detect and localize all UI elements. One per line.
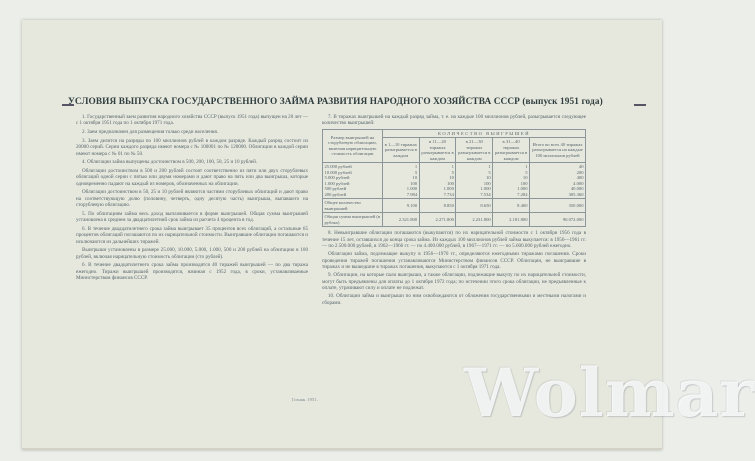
count-label: Общее количество выигрышей	[323, 199, 383, 213]
clause-7: 7. В тиражах выигрышей на каждый разряд займа, т. е. на каждые 100 миллионов рублей, разыгрывается следующее количество выигрышей:	[322, 114, 586, 127]
count-total: 8.850	[419, 199, 456, 213]
clause-4-bonds-50-25-10: Облигации достоинством в 50, 25 и 10 рублей являются частями сторублевых облигаций и дают право на соответствующую долю (половину, четверть, одну десятую часть) выигрыша, выпавшего на сторублевую облигацию.	[76, 189, 308, 209]
count-value: 5	[525, 169, 528, 175]
header-prize-size: Размер выигрышей на сторублевую облигацию, включая нарицательную стоимость облигации	[323, 129, 383, 163]
right-column	[322, 114, 586, 308]
clause-6-prize-sizes: Выигрыши установлены в размере 25.000, 10.000, 5.000, 1.000, 500 и 200 рублей на облигацию в 100 рублей, включая нарицательную стоимость облигации (сто рублей).	[76, 247, 308, 260]
sum-label: Общая сумма выигрышей (в рублях)	[323, 213, 383, 227]
header-total: Итого во всех 40 тиражах разыгрывается на каждые 100 миллионов рублей	[530, 138, 586, 163]
table-row	[323, 163, 586, 199]
header-draws-31-40: в 31—40 тиражах разыгрывается в каждом	[493, 138, 530, 163]
clause-8-redemption: Облигации займа, подлежащие выкупу в 1956—1970 гг., определяются ежегодными тиражами погашения. Сроки проведения тиражей погашения устанавливаются Министерством финансов СССР. Облигации, не выигравшие в тиражах и не вышедшие в тиражах погашения, выкупаются с 1 октября 1971 года.	[322, 251, 586, 270]
clause-4-bonds-500-200: Облигации достоинством в 500 и 200 рублей состоят соответственно из пяти или двух сторублевых облигаций одной серии с пятью или двумя номерами и дают право на пять или два выигрыша, которые одновременно падают на каждый из номеров, обозначенных на облигации.	[76, 167, 308, 187]
count-value: 4.000	[573, 180, 584, 186]
prize-amount: 1.000 рублей	[324, 180, 350, 186]
prize-amount: 200 рублей	[324, 191, 347, 197]
count-value: 5	[488, 169, 491, 175]
prize-amount: 500 рублей	[324, 186, 347, 192]
sum-total: 2.231.800	[456, 213, 493, 227]
header-prize-count: КОЛИЧЕСТВО ВЫИГРЫШЕЙ	[383, 129, 586, 138]
count-value: 1	[451, 164, 454, 170]
count-value: 305.360	[568, 191, 584, 197]
clause-6-draws: 6. В течение двадцатилетнего срока займа производятся 40 тиражей выигрышей — по два тиража ежегодно. Тиражи выигрышей производятся, начиная с 1952 года, в сроки, устанавливаемые Министерством финансов СССР.	[76, 262, 308, 282]
count-value: 10	[412, 175, 418, 181]
prize-amount: 5.000 рублей	[324, 175, 350, 181]
count-value: 40	[578, 164, 584, 170]
header-draws-1-10: в 1—10 тиражах разыгрывается в каждом	[383, 138, 420, 163]
count-value: 1.000	[480, 186, 491, 192]
count-total: 8.650	[456, 199, 493, 213]
watermark: Wolmar	[464, 354, 755, 432]
header-draws-21-30: в 21—30 тиражах разыгрывается в каждом	[456, 138, 493, 163]
count-total: 350.000	[530, 199, 586, 213]
count-value: 100	[483, 180, 491, 186]
count-value: 10	[486, 175, 491, 181]
sum-total: 2.321.800	[383, 213, 420, 227]
count-value: 7.734	[443, 191, 454, 197]
draws-1-10-cell	[383, 163, 420, 199]
prize-amount: 25.000 рублей	[324, 164, 352, 170]
count-value: 5	[451, 169, 454, 175]
document-title: УСЛОВИЯ ВЫПУСКА ГОСУДАРСТВЕННОГО ЗАЙМА РАЗВИТИЯ НАРОДНОГО ХОЗЯЙСТВА СССР (выпуск 1951 года)	[68, 97, 603, 107]
total-cell	[530, 163, 586, 199]
clause-5: 5. По облигациям займа весь доход выплачивается в форме выигрышей. Общая сумма выигрышей установлена в среднем за двадцатилетний срок займа из расчета 4 процента в год.	[76, 210, 308, 224]
count-value: 100	[447, 180, 454, 186]
count-value: 400	[576, 175, 584, 181]
header-draws-11-20: в 11—20 тиражах разыгрывается в каждом	[419, 138, 456, 163]
count-value: 1	[488, 164, 491, 170]
count-value: 7.284	[517, 191, 528, 197]
count-value: 1	[525, 164, 528, 170]
left-column	[76, 114, 308, 284]
printer-mark: Гознак. 1951.	[292, 397, 318, 402]
clause-2: 2. Заем предназначен для размещения только среди населения.	[82, 129, 219, 136]
count-value: 100	[520, 180, 528, 186]
count-total: 9.100	[383, 199, 420, 213]
count-value: 1.000	[406, 186, 418, 192]
clause-8: 8. Невыигравшие облигации погашаются (выкупаются) по их нарицательной стоимости с 1 октября 1956 года в течение 15 лет, оставшихся до конца срока займа. Из каждых 100 миллионов рублей займа выкупается: в 1956—1961 гг. — по 2.500.000 рублей, в 1962—1966 гг. — по 4.400.000 рублей, в 1967—1971 гг. — по 5.600.000 рублей ежегодно.	[322, 230, 586, 249]
count-total: 8.400	[493, 199, 530, 213]
prize-table	[322, 129, 586, 228]
clause-6: 6. В течение двадцатилетнего срока займа выигрывает 35 процентов всех облигаций, а остальные 65 процентов облигаций погашаются по их нарицательной стоимости. Выигравшие облигации погашаются и исключаются из дальнейших тиражей.	[76, 225, 308, 245]
clause-4: 4. Облигации займа выпущены достоинством в 500, 200, 100, 50, 25 и 10 рублей.	[82, 159, 258, 166]
draws-11-20-cell	[419, 163, 456, 199]
draws-21-30-cell	[456, 163, 493, 199]
count-value: 10	[522, 175, 528, 181]
prize-amounts-cell	[323, 163, 383, 199]
clause-9: 9. Облигации, на которые пали выигрыши, а также облигации, подлежащие выкупу по их нарицательной стоимости, могут быть предъявлены для оплаты до 1 октября 1972 года; по истечении этого срока облигации, не предъявленные к оплате, утрачивают силу и оплате не подлежат.	[322, 272, 586, 291]
sum-total: 2.271.800	[419, 213, 456, 227]
count-value: 1.000	[443, 186, 454, 192]
count-value: 7.984	[406, 191, 418, 197]
count-value: 5	[414, 169, 418, 175]
count-value: 1.000	[517, 186, 528, 192]
count-value: 100	[410, 180, 418, 186]
prize-amount: 10.000 рублей	[324, 169, 352, 175]
clause-10: 10. Облигации займа и выигрыши по ним освобождаются от обложения государственными и местными налогами и сборами.	[322, 293, 586, 306]
count-value: 200	[576, 169, 584, 175]
decorative-rule-right	[634, 104, 646, 106]
table-row	[323, 213, 586, 227]
draws-31-40-cell	[493, 163, 530, 199]
table-row	[323, 199, 586, 213]
sum-total: 2.181.800	[493, 213, 530, 227]
count-value: 10	[449, 175, 454, 181]
sum-total: 90.072.000	[530, 213, 586, 227]
clause-1: 1. Государственный заем развития народного хозяйства СССР (выпуск 1951 года) выпущен на 20 лет — с 1 октября 1951 года по 1 октября 1971 года.	[76, 114, 308, 127]
clause-3: 3. Заем делится на разряды по 100 миллионов рублей в каждом разряде. Каждый разряд состоит из 20000 серий. Серии каждого разряда имеют номера с № 100001 по № 120000. Облигации в каждой серии имеют номера с № 01 по № 50.	[76, 137, 308, 157]
count-value: 7.534	[480, 191, 491, 197]
count-value: 40.000	[570, 186, 584, 192]
count-value: 1	[414, 164, 418, 170]
